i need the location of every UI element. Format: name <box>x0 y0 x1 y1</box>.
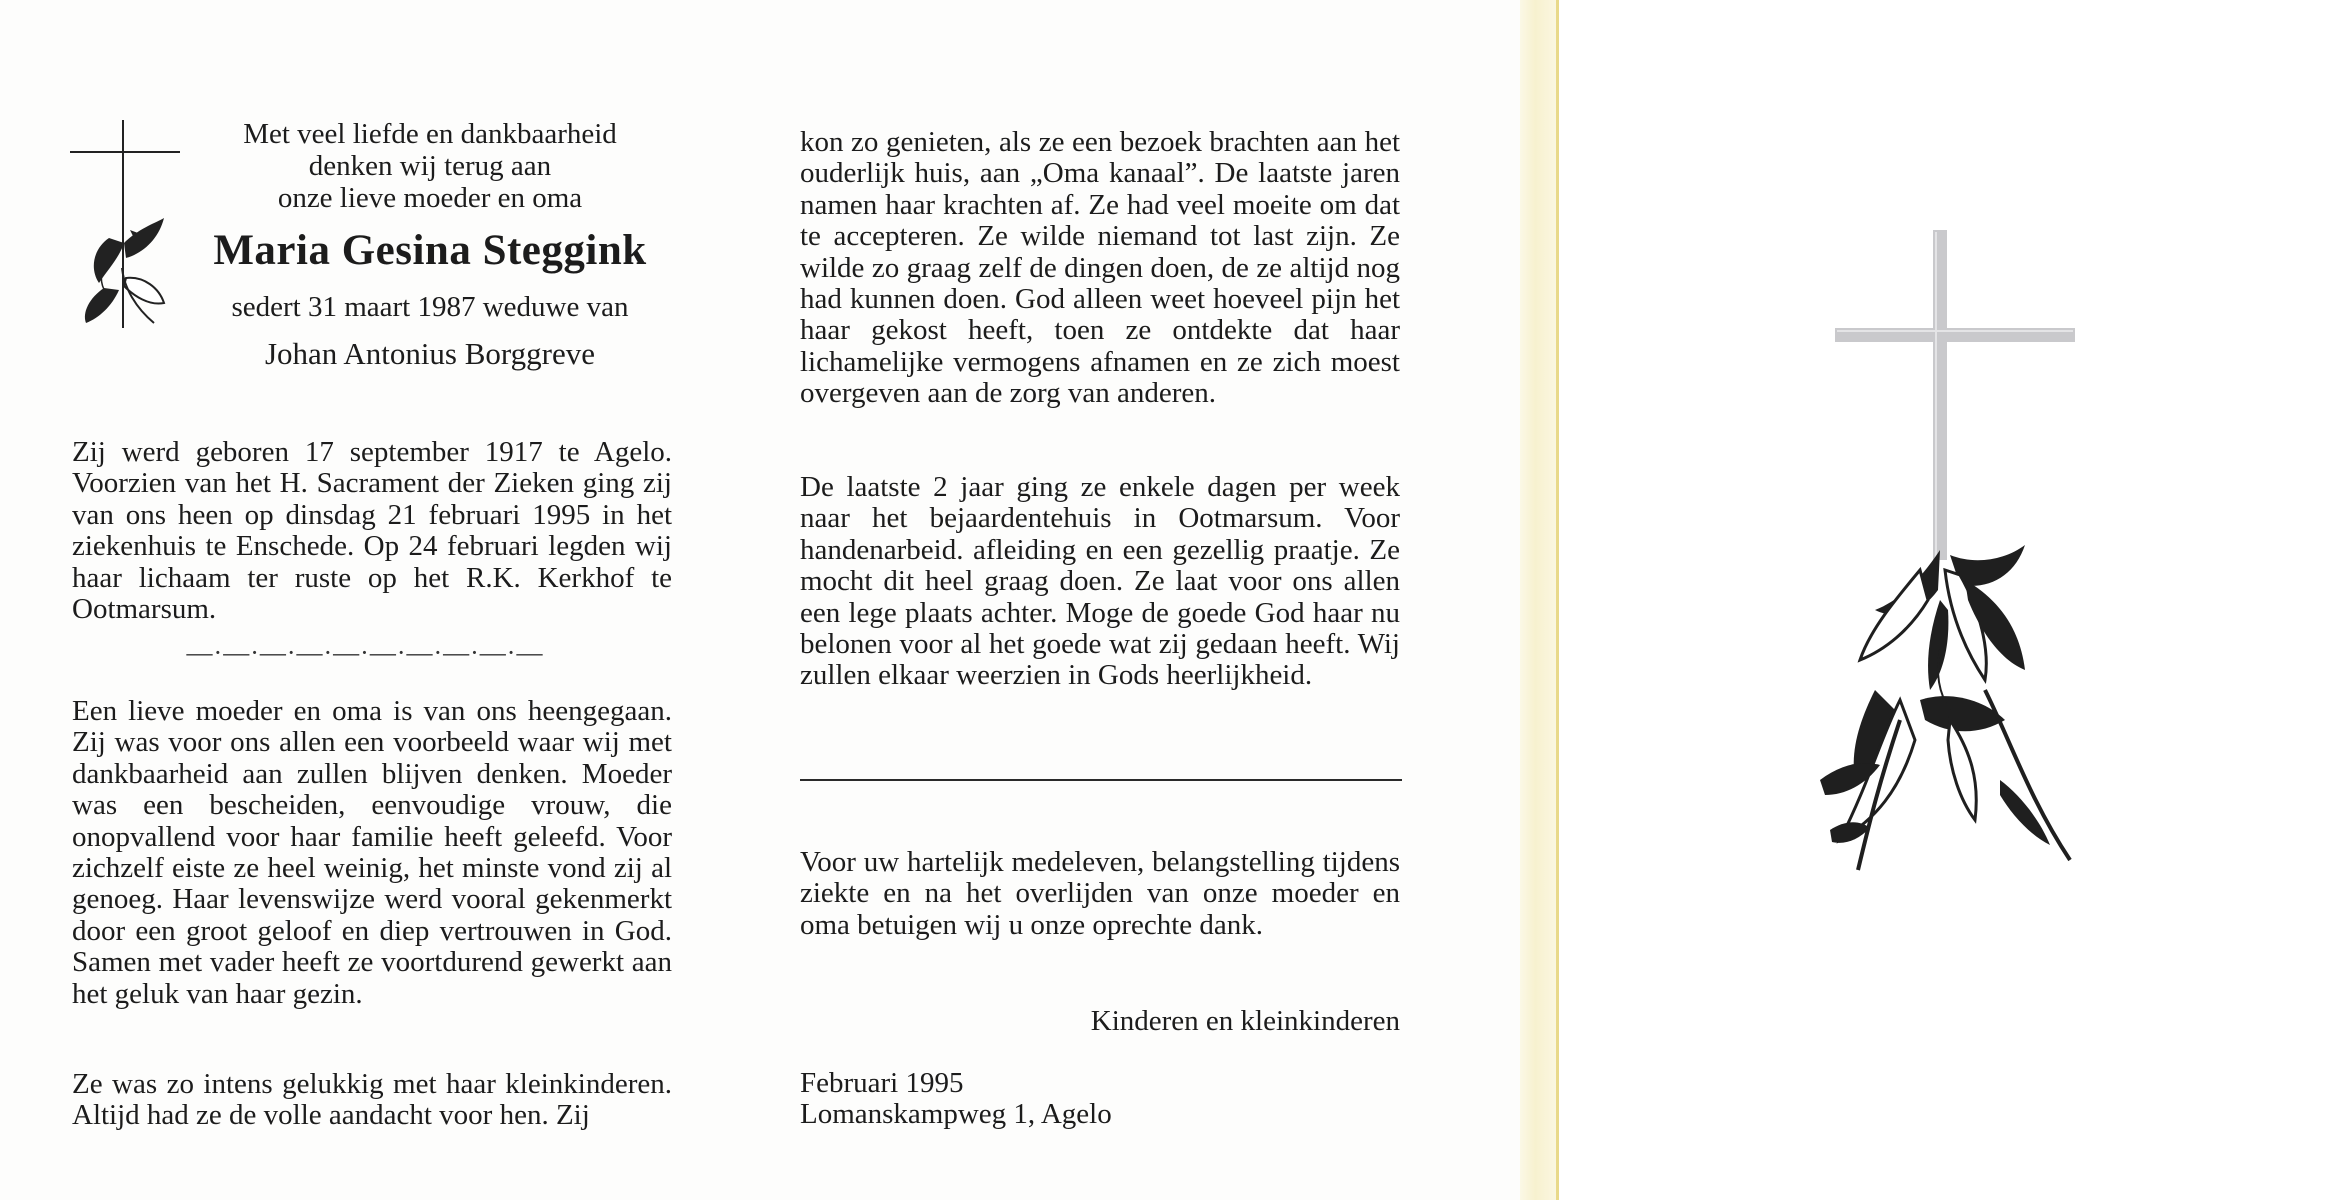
dash-divider: —·—·—·—·—·—·—·—·—·— <box>186 638 544 667</box>
widow-since-line: sedert 31 maart 1987 weduwe van <box>231 291 629 323</box>
date-line: Februari 1995 <box>800 1067 964 1099</box>
birth-death-paragraph: Zij werd geboren 17 september 1917 te Agelo. Voorzien van het H. Sacrament der Zieken ging zij van ons heen op dinsdag 21 februari 1995 in het ziekenhuis te Enschede. Op 24 februari legden wij haar lichaam ter ruste op het R.K. Kerkhof te Ootmarsum. <box>72 436 672 626</box>
husband-name: Johan Antonius Borggreve <box>264 336 596 371</box>
intro-line: Met veel liefde en dankbaarheid <box>243 118 617 150</box>
deceased-name: Maria Gesina Steggink <box>213 227 647 274</box>
grandchildren-paragraph: Ze was zo intens gelukkig met haar kleinkinderen. Altijd had ze de volle aandacht voor hen. Zij <box>72 1068 672 1132</box>
card-fold <box>1520 0 1558 1200</box>
header-block <box>200 118 660 372</box>
separator-rule <box>800 779 1402 781</box>
tribute-paragraph: Een lieve moeder en oma is van ons heengegaan. Zij was voor ons allen een voorbeeld waar wij met dankbaarheid aan zullen blijven denken. Moeder was een bescheiden, eenvoudige vrouw, die onopvallend voor haar familie heeft geleefd. Voor zichzelf eiste ze heel weinig, het minste vond zij al genoeg. Haar levenswijze werd vooral gekenmerkt door een groot geloof en diep vertrouwen in God. Samen met vader heeft ze voortdurend gewerkt aan het geluk van haar gezin. <box>72 695 672 1010</box>
silver-cross-with-lilies-icon <box>1800 220 2100 900</box>
intro-line: onze lieve moeder en oma <box>277 182 583 214</box>
cross-with-lilies-icon <box>64 118 184 333</box>
signoff: Kinderen en kleinkinderen <box>1090 1005 1400 1037</box>
later-years-paragraph: kon zo genieten, als ze een bezoek brachten aan het ouderlijk huis, aan „Oma kanaal”. De laatste jaren namen haar krachten af. Ze had veel moeite om dat te accepteren. Ze wilde niemand tot last zijn. Ze wilde zo graag zelf de dingen doen, de ze altijd nog had kunnen doen. God alleen weet hoeveel pijn het haar gekost heeft, toen ze ontdekte dat haar lichamelijke vermogens afnamen en ze zich moest overgeven aan de zorg van anderen. <box>800 126 1400 410</box>
address-line: Lomanskampweg 1, Agelo <box>800 1098 1112 1131</box>
intro-line: denken wij terug aan <box>308 150 552 182</box>
care-home-paragraph: De laatste 2 jaar ging ze enkele dagen per week naar het bejaardentehuis in Ootmarsum. Voor handenarbeid. afleiding en een gezellig praatje. Ze mocht dit heel graag doen. Ze laat voor ons allen een lege plaats achter. Moge de goede God haar nu belonen voor al het goede wat zij gedaan heeft. Wij zullen elkaar weerzien in Gods heerlijkheid. <box>800 471 1400 692</box>
thanks-paragraph: Voor uw hartelijk medeleven, belangstelling tijdens ziekte en na het overlijden van onze moeder en oma betuigen wij u onze oprechte dank. <box>800 846 1400 941</box>
date-address-block <box>800 1068 1400 1131</box>
